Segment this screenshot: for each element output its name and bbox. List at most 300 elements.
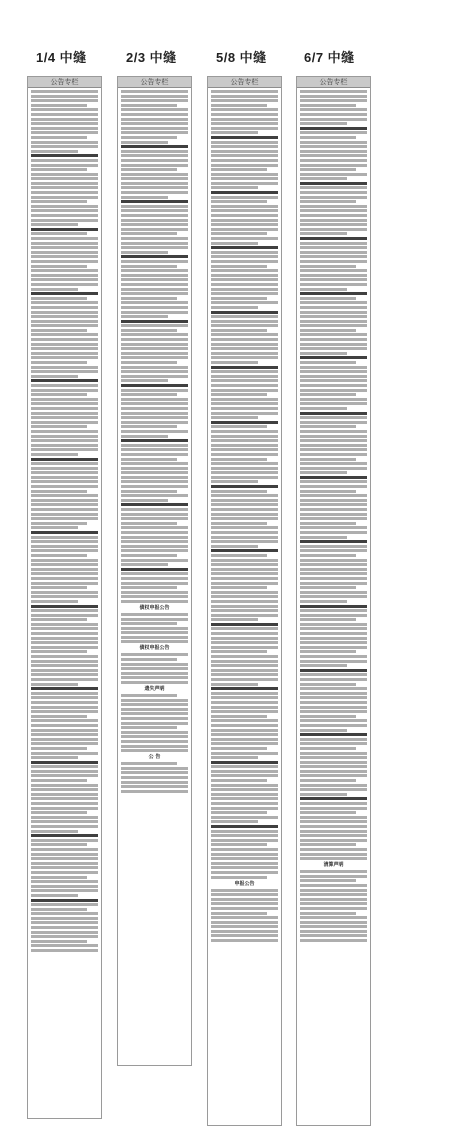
text-line: [300, 269, 367, 272]
text-line: [31, 811, 87, 814]
text-line: [211, 297, 267, 300]
text-line: [121, 425, 177, 428]
text-line: [300, 200, 356, 203]
text-line: [211, 609, 278, 612]
text-line: [121, 499, 168, 502]
text-line: [211, 191, 278, 194]
text-line: [211, 513, 278, 516]
text-line: [300, 568, 367, 571]
text-line: [211, 816, 278, 819]
text-line: [211, 536, 278, 539]
text-line: [121, 658, 177, 661]
text-line: [121, 453, 188, 456]
text-line: [300, 839, 367, 842]
text-line: [211, 343, 278, 346]
notice-title: 遗失声明: [144, 686, 165, 693]
text-line: [121, 269, 188, 272]
text-line: [121, 494, 188, 497]
text-line: [300, 650, 356, 653]
text-line: [31, 131, 98, 134]
text-line: [211, 269, 278, 272]
text-line: [211, 242, 258, 245]
text-line: [31, 862, 98, 865]
text-line: [300, 522, 356, 525]
text-line: [211, 669, 278, 672]
text-line: [121, 260, 188, 263]
text-line: [121, 333, 188, 336]
column-label-3: 5/8 中缝: [216, 50, 267, 65]
text-line: [121, 223, 188, 226]
text-line: [300, 223, 367, 226]
text-line: [300, 774, 367, 777]
text-line: [31, 908, 87, 911]
notice-column-3: [207, 76, 282, 1126]
text-line: [211, 113, 278, 116]
text-line: [300, 127, 367, 130]
text-line: [211, 118, 278, 121]
text-line: [31, 917, 98, 920]
text-line: [31, 701, 98, 704]
text-line: [31, 839, 98, 842]
text-line: [31, 205, 98, 208]
text-line: [211, 701, 278, 704]
text-line: [121, 196, 168, 199]
text-line: [121, 200, 188, 203]
text-line: [121, 554, 177, 557]
text-line: [31, 200, 87, 203]
text-line: [211, 228, 278, 231]
text-line: [300, 471, 347, 474]
text-line: [31, 549, 98, 552]
text-line: [31, 462, 98, 465]
text-line: [211, 251, 278, 254]
text-line: [121, 159, 188, 162]
text-line: [211, 779, 267, 782]
text-line: [121, 712, 188, 715]
text-line: [211, 866, 278, 869]
text-line: [31, 476, 98, 479]
text-line: [211, 925, 278, 928]
text-line: [211, 632, 278, 635]
text-line: [31, 880, 98, 883]
text-line: [31, 949, 98, 952]
text-line: [121, 219, 188, 222]
text-line: [300, 150, 367, 153]
text-line: [31, 490, 87, 493]
text-line: [121, 182, 188, 185]
text-line: [300, 370, 367, 373]
text-line: [31, 503, 98, 506]
text-line: [31, 430, 98, 433]
text-line: [121, 663, 188, 666]
text-line: [31, 315, 98, 318]
text-line: [121, 168, 177, 171]
text-line: [211, 706, 278, 709]
text-line: [211, 921, 278, 924]
text-line: [31, 807, 98, 810]
text-line: [300, 733, 367, 736]
text-line: [31, 770, 98, 773]
text-line: [211, 614, 278, 617]
text-line: [300, 761, 367, 764]
text-line: [211, 260, 278, 263]
text-line: [31, 623, 98, 626]
text-line: [31, 774, 98, 777]
text-line: [121, 251, 168, 254]
text-line: [31, 494, 98, 497]
text-line: [31, 876, 87, 879]
text-line: [211, 811, 267, 814]
text-line: [211, 352, 278, 355]
text-line: [211, 526, 278, 529]
text-line: [121, 631, 188, 634]
text-line: [300, 292, 367, 295]
text-line: [121, 785, 188, 788]
text-line: [31, 164, 98, 167]
text-line: [121, 122, 188, 125]
text-line: [31, 402, 98, 405]
text-line: [211, 853, 278, 856]
text-line: [300, 375, 367, 378]
text-line: [121, 577, 188, 580]
text-line: [31, 356, 98, 359]
text-line: [31, 425, 87, 428]
notice-title: 债权申报公告: [139, 645, 170, 652]
text-line: [31, 136, 87, 139]
text-line: [31, 554, 87, 557]
text-line: [31, 122, 98, 125]
text-line: [300, 435, 367, 438]
text-line: [121, 522, 177, 525]
text-line: [31, 219, 98, 222]
text-line: [300, 430, 367, 433]
text-line: [121, 622, 177, 625]
text-line: [211, 480, 258, 483]
text-line: [211, 559, 278, 562]
text-line: [31, 320, 98, 323]
text-line: [300, 627, 367, 630]
text-line: [31, 646, 98, 649]
text-line: [121, 653, 188, 656]
text-line: [300, 301, 367, 304]
text-line: [300, 902, 367, 905]
text-line: [211, 164, 278, 167]
text-line: [300, 90, 367, 93]
text-line: [121, 582, 188, 585]
text-line: [211, 324, 278, 327]
text-line: [211, 430, 278, 433]
text-line: [211, 660, 278, 663]
text-line: [31, 756, 78, 759]
text-line: [211, 517, 278, 520]
notice-title: 清算声明: [323, 862, 344, 869]
text-line: [211, 274, 278, 277]
text-line: [121, 412, 188, 415]
text-line: [300, 526, 367, 529]
text-line: [121, 790, 188, 793]
text-line: [300, 939, 367, 942]
text-line: [300, 173, 367, 176]
text-line: [300, 600, 347, 603]
text-line: [211, 683, 258, 686]
text-line: [31, 191, 98, 194]
text-line: [211, 435, 278, 438]
text-line: [121, 448, 188, 451]
text-line: [211, 453, 278, 456]
text-line: [211, 237, 278, 240]
text-line: [300, 361, 356, 364]
text-line: [300, 646, 367, 649]
text-line: [121, 154, 188, 157]
text-line: [121, 186, 188, 189]
text-line: [211, 366, 278, 369]
text-line: [211, 600, 278, 603]
text-line: [300, 825, 367, 828]
column-header: 公告专栏: [297, 77, 370, 88]
text-line: [211, 871, 278, 874]
text-line: [31, 347, 98, 350]
text-line: [121, 545, 188, 548]
text-line: [211, 582, 278, 585]
text-line: [31, 228, 98, 231]
text-line: [300, 673, 367, 676]
text-line: [211, 733, 278, 736]
text-line: [31, 453, 78, 456]
text-line: [121, 549, 188, 552]
text-line: [211, 770, 278, 773]
text-line: [300, 164, 367, 167]
text-line: [121, 306, 188, 309]
text-line: [31, 784, 98, 787]
text-line: [31, 678, 98, 681]
text-line: [31, 692, 98, 695]
text-line: [31, 830, 78, 833]
text-line: [300, 843, 356, 846]
text-line: [121, 600, 188, 603]
text-line: [211, 499, 278, 502]
text-line: [211, 389, 278, 392]
text-line: [300, 614, 367, 617]
text-line: [211, 306, 258, 309]
text-line: [31, 324, 98, 327]
text-line: [31, 572, 98, 575]
text-line: [211, 209, 278, 212]
text-line: [121, 127, 188, 130]
text-line: [300, 715, 356, 718]
text-line: [211, 108, 278, 111]
text-line: [300, 655, 367, 658]
text-line: [31, 747, 87, 750]
text-line: [211, 898, 278, 901]
text-line: [121, 191, 188, 194]
text-line: [121, 301, 188, 304]
text-line: [211, 655, 278, 658]
text-line: [300, 641, 367, 644]
text-line: [211, 315, 278, 318]
text-line: [31, 940, 87, 943]
text-line: [211, 292, 278, 295]
text-line: [31, 577, 98, 580]
text-line: [31, 508, 98, 511]
text-line: [31, 894, 78, 897]
text-line: [211, 807, 278, 810]
text-line: [121, 329, 177, 332]
text-line: [211, 577, 278, 580]
text-line: [300, 907, 367, 910]
text-line: [121, 141, 168, 144]
text-line: [31, 637, 98, 640]
text-line: [121, 393, 177, 396]
text-line: [31, 283, 98, 286]
text-line: [211, 95, 278, 98]
text-line: [300, 232, 347, 235]
text-line: [31, 696, 98, 699]
text-line: [121, 667, 188, 670]
text-line: [121, 731, 188, 734]
text-line: [300, 379, 367, 382]
text-line: [300, 701, 367, 704]
text-line: [300, 311, 367, 314]
text-line: [121, 205, 188, 208]
text-line: [121, 320, 188, 323]
text-line: [31, 421, 98, 424]
text-line: [300, 196, 367, 199]
text-line: [211, 508, 278, 511]
text-line: [31, 485, 98, 488]
text-line: [300, 356, 367, 359]
text-line: [31, 669, 98, 672]
text-line: [211, 182, 278, 185]
text-line: [31, 108, 98, 111]
text-line: [300, 508, 367, 511]
text-line: [121, 595, 188, 598]
text-line: [211, 825, 278, 828]
text-line: [121, 771, 188, 774]
text-line: [300, 912, 356, 915]
text-line: [211, 375, 278, 378]
text-line: [31, 154, 98, 157]
text-line: [211, 173, 278, 176]
text-line: [211, 568, 278, 571]
text-line: [211, 104, 267, 107]
text-line: [211, 595, 278, 598]
text-line: [31, 568, 98, 571]
text-line: [300, 118, 367, 121]
text-line: [300, 260, 367, 263]
text-line: [211, 186, 258, 189]
text-line: [211, 333, 278, 336]
text-line: [31, 889, 98, 892]
text-line: [300, 870, 367, 873]
text-line: [31, 297, 87, 300]
text-line: [211, 347, 278, 350]
text-line: [300, 145, 367, 148]
text-line: [211, 265, 267, 268]
text-line: [300, 347, 367, 350]
text-line: [31, 274, 98, 277]
text-line: [31, 591, 98, 594]
text-line: [121, 416, 188, 419]
text-line: [211, 618, 258, 621]
text-line: [211, 288, 278, 291]
text-line: [31, 439, 98, 442]
text-line: [31, 719, 98, 722]
text-line: [121, 613, 188, 616]
text-line: [211, 485, 278, 488]
text-line: [211, 572, 278, 575]
text-line: [300, 490, 356, 493]
text-line: [300, 586, 356, 589]
text-line: [211, 150, 278, 153]
text-line: [121, 776, 188, 779]
text-line: [31, 352, 98, 355]
text-line: [121, 694, 177, 697]
text-line: [31, 223, 78, 226]
text-line: [121, 173, 188, 176]
text-line: [31, 926, 98, 929]
text-line: [31, 536, 98, 539]
text-line: [211, 939, 278, 942]
text-line: [300, 343, 367, 346]
text-line: [121, 361, 177, 364]
text-line: [31, 885, 98, 888]
text-line: [31, 379, 98, 382]
text-line: [31, 944, 98, 947]
text-line: [31, 255, 98, 258]
text-line: [31, 99, 98, 102]
text-line: [121, 740, 188, 743]
text-line: [300, 889, 367, 892]
text-line: [300, 278, 367, 281]
column-label-4: 6/7 中缝: [304, 50, 355, 65]
text-line: [31, 802, 98, 805]
text-line: [211, 214, 278, 217]
text-line: [300, 884, 367, 887]
text-line: [300, 830, 367, 833]
text-line: [121, 699, 188, 702]
text-line: [300, 315, 367, 318]
text-line: [300, 706, 367, 709]
text-line: [300, 559, 367, 562]
text-line: [300, 853, 367, 856]
text-line: [211, 522, 267, 525]
text-line: [121, 118, 188, 121]
text-line: [121, 228, 188, 231]
text-line: [31, 513, 98, 516]
column-header: 公告专栏: [118, 77, 191, 88]
text-line: [300, 425, 356, 428]
text-line: [31, 632, 98, 635]
text-line: [31, 853, 98, 856]
text-line: [300, 389, 367, 392]
text-line: [211, 554, 267, 557]
text-line: [121, 636, 188, 639]
text-line: [300, 802, 367, 805]
text-line: [31, 820, 98, 823]
notice-column-4: [296, 76, 371, 1126]
text-line: [300, 513, 367, 516]
column-body: [208, 88, 281, 946]
text-line: [31, 903, 98, 906]
text-line: [31, 95, 98, 98]
text-line: [211, 605, 278, 608]
text-line: [121, 559, 188, 562]
text-line: [211, 545, 258, 548]
text-line: [31, 857, 98, 860]
text-line: [31, 458, 98, 461]
text-line: [211, 664, 278, 667]
text-line: [211, 756, 258, 759]
